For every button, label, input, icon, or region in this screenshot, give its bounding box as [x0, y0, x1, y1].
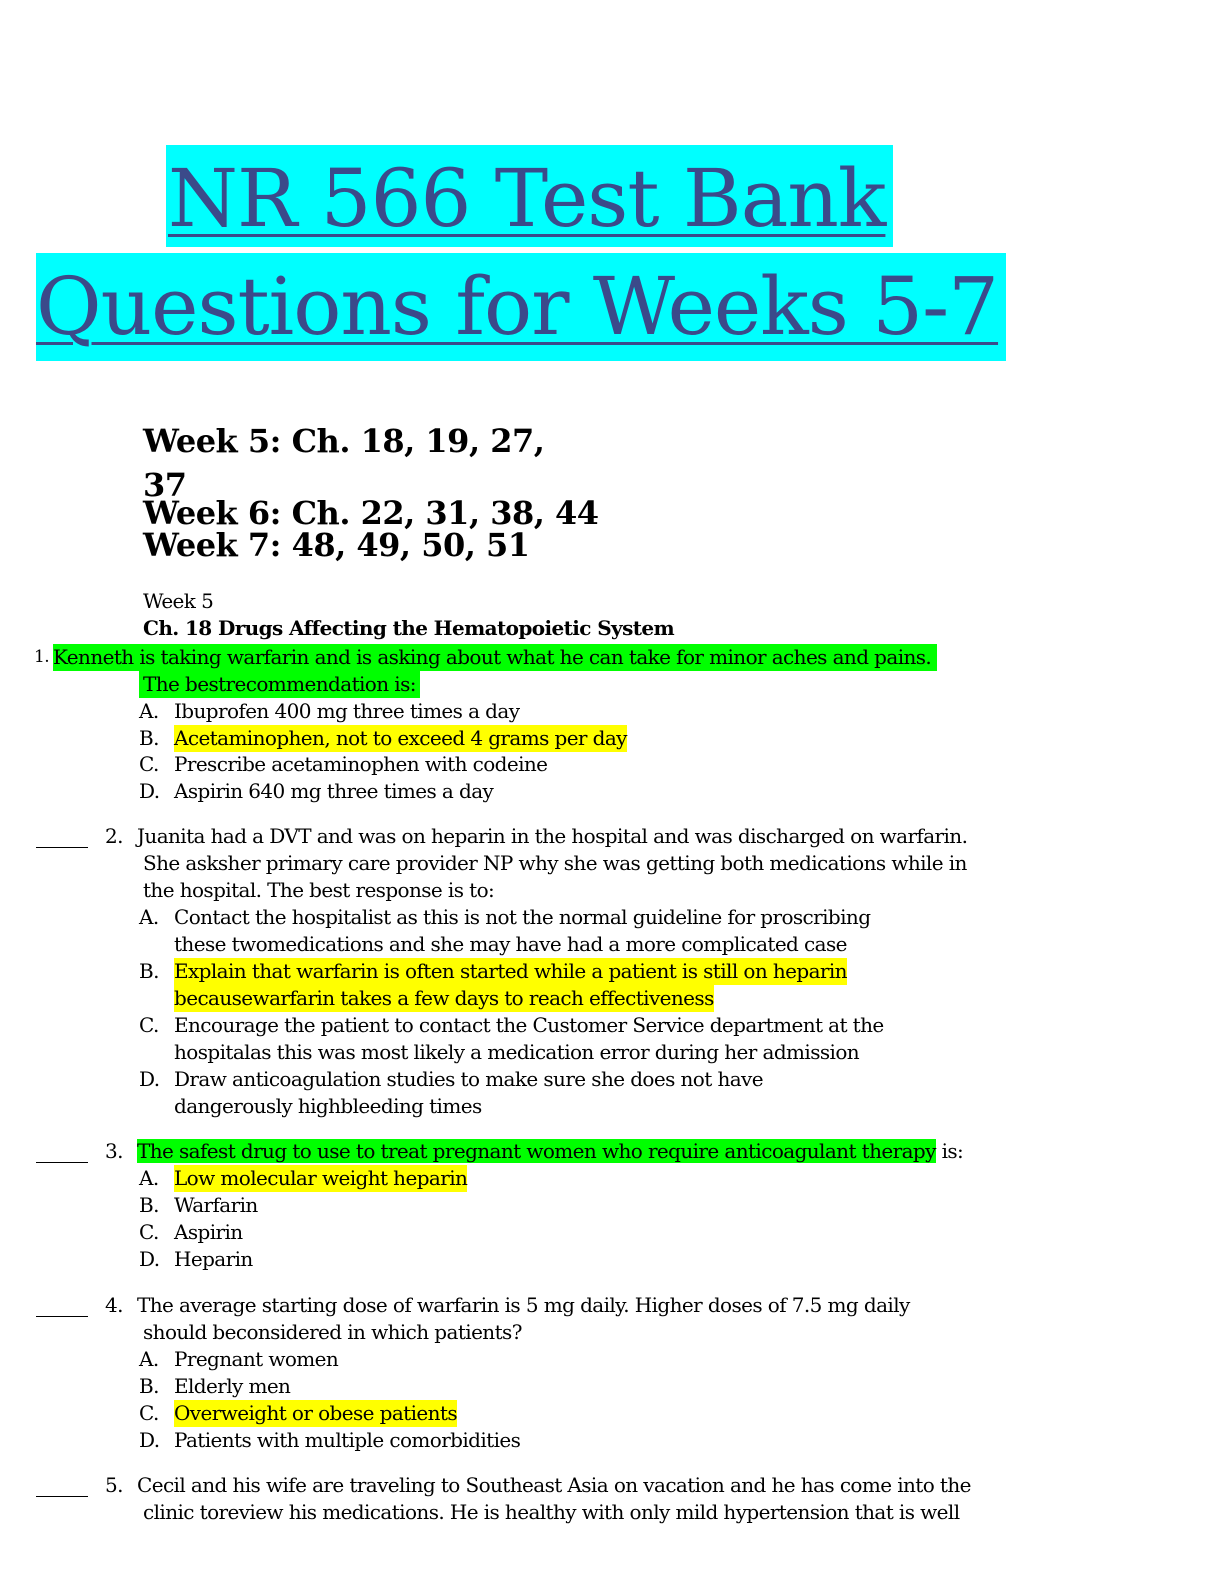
option-letter: A.: [139, 905, 159, 929]
week5-summary: Week 5: Ch. 18, 19, 27,: [143, 422, 545, 460]
option-text-correct: becausewarfarin takes a few days to reach effectiveness: [174, 986, 714, 1010]
option-text: Contact the hospitalist as this is not the normal guideline for proscribing: [174, 905, 871, 929]
document-title-line-1: NR 566 Test Bank: [166, 145, 893, 247]
answer-blank: [36, 1316, 88, 1317]
question-stem-rest: is:: [935, 1139, 964, 1163]
option-letter: C.: [139, 752, 159, 776]
option-text: Elderly men: [174, 1374, 291, 1398]
question-stem-line: Cecil and his wife are traveling to Southeast Asia on vacation and he has come into the: [137, 1473, 971, 1497]
question-stem-line: clinic toreview his medications. He is healthy with only mild hypertension that is well: [143, 1500, 960, 1524]
option-letter: C.: [139, 1401, 159, 1425]
option-letter: A.: [139, 1166, 159, 1190]
option-letter: C.: [139, 1013, 159, 1037]
option-text: Heparin: [174, 1247, 253, 1271]
option-text: Aspirin 640 mg three times a day: [174, 779, 494, 803]
option-letter: A.: [139, 699, 159, 723]
question-number: 5.: [105, 1473, 123, 1497]
section-label: Week 5: [143, 589, 214, 613]
option-letter: B.: [139, 726, 159, 750]
option-text: Patients with multiple comorbidities: [174, 1428, 521, 1452]
option-text: Warfarin: [174, 1193, 258, 1217]
option-letter: C.: [139, 1220, 159, 1244]
question-stem-line: The bestrecommendation is:: [139, 671, 420, 698]
option-letter: B.: [139, 1193, 159, 1217]
document-title-line-2: Questions for Weeks 5-7: [36, 253, 1006, 361]
answer-blank: [36, 1162, 88, 1163]
option-text: these twomedications and she may have had a more complicated case: [174, 932, 847, 956]
option-letter: D.: [139, 1067, 160, 1091]
question-number: 3.: [105, 1139, 123, 1163]
question-stem-highlight: The safest drug to use to treat pregnant women who require anticoagulant therapy: [137, 1139, 936, 1163]
option-letter: D.: [139, 1247, 160, 1271]
option-text-correct: Acetaminophen, not to exceed 4 grams per day: [174, 726, 627, 750]
option-text: Encourage the patient to contact the Customer Service department at the: [174, 1013, 884, 1037]
option-text: dangerously highbleeding times: [174, 1094, 482, 1118]
option-letter: D.: [139, 1428, 160, 1452]
question-number: 4.: [105, 1293, 123, 1317]
answer-blank: [36, 847, 88, 848]
question-stem-line: The average starting dose of warfarin is 5 mg daily. Higher doses of 7.5 mg daily: [137, 1293, 910, 1317]
question-stem-line: She asksher primary care provider NP why she was getting both medications while in: [143, 851, 967, 875]
question-number: 1.: [34, 647, 50, 667]
option-text-correct: Overweight or obese patients: [174, 1401, 457, 1425]
option-text: Aspirin: [174, 1220, 243, 1244]
question-stem-line: the hospital. The best response is to:: [143, 878, 495, 902]
option-text: Prescribe acetaminophen with codeine: [174, 752, 548, 776]
week7-summary: Week 7: 48, 49, 50, 51: [143, 526, 530, 564]
chapter-heading: Ch. 18 Drugs Affecting the Hematopoietic System: [143, 616, 675, 640]
option-letter: B.: [139, 1374, 159, 1398]
option-letter: A.: [139, 1347, 159, 1371]
question-stem-line: Juanita had a DVT and was on heparin in the hospital and was discharged on warfarin.: [137, 824, 968, 848]
option-text: Pregnant women: [174, 1347, 339, 1371]
option-text: Ibuprofen 400 mg three times a day: [174, 699, 520, 723]
question-number: 2.: [105, 824, 123, 848]
option-letter: D.: [139, 779, 160, 803]
question-stem: [137, 1138, 963, 1165]
week5-summary-cont: 37: [143, 466, 187, 504]
question-stem-line: should beconsidered in which patients?: [143, 1320, 522, 1344]
option-text-correct: Low molecular weight heparin: [174, 1166, 468, 1190]
answer-blank: [36, 1496, 88, 1497]
question-stem-line: Kenneth is taking warfarin and is asking about what he can take for minor aches and pains.: [53, 644, 937, 671]
option-text: hospitalas this was most likely a medication error during her admission: [174, 1040, 860, 1064]
option-text-correct: Explain that warfarin is often started while a patient is still on heparin: [174, 959, 847, 983]
option-letter: B.: [139, 959, 159, 983]
week6-summary: Week 6: Ch. 22, 31, 38, 44: [143, 494, 599, 532]
option-text: Draw anticoagulation studies to make sure she does not have: [174, 1067, 763, 1091]
